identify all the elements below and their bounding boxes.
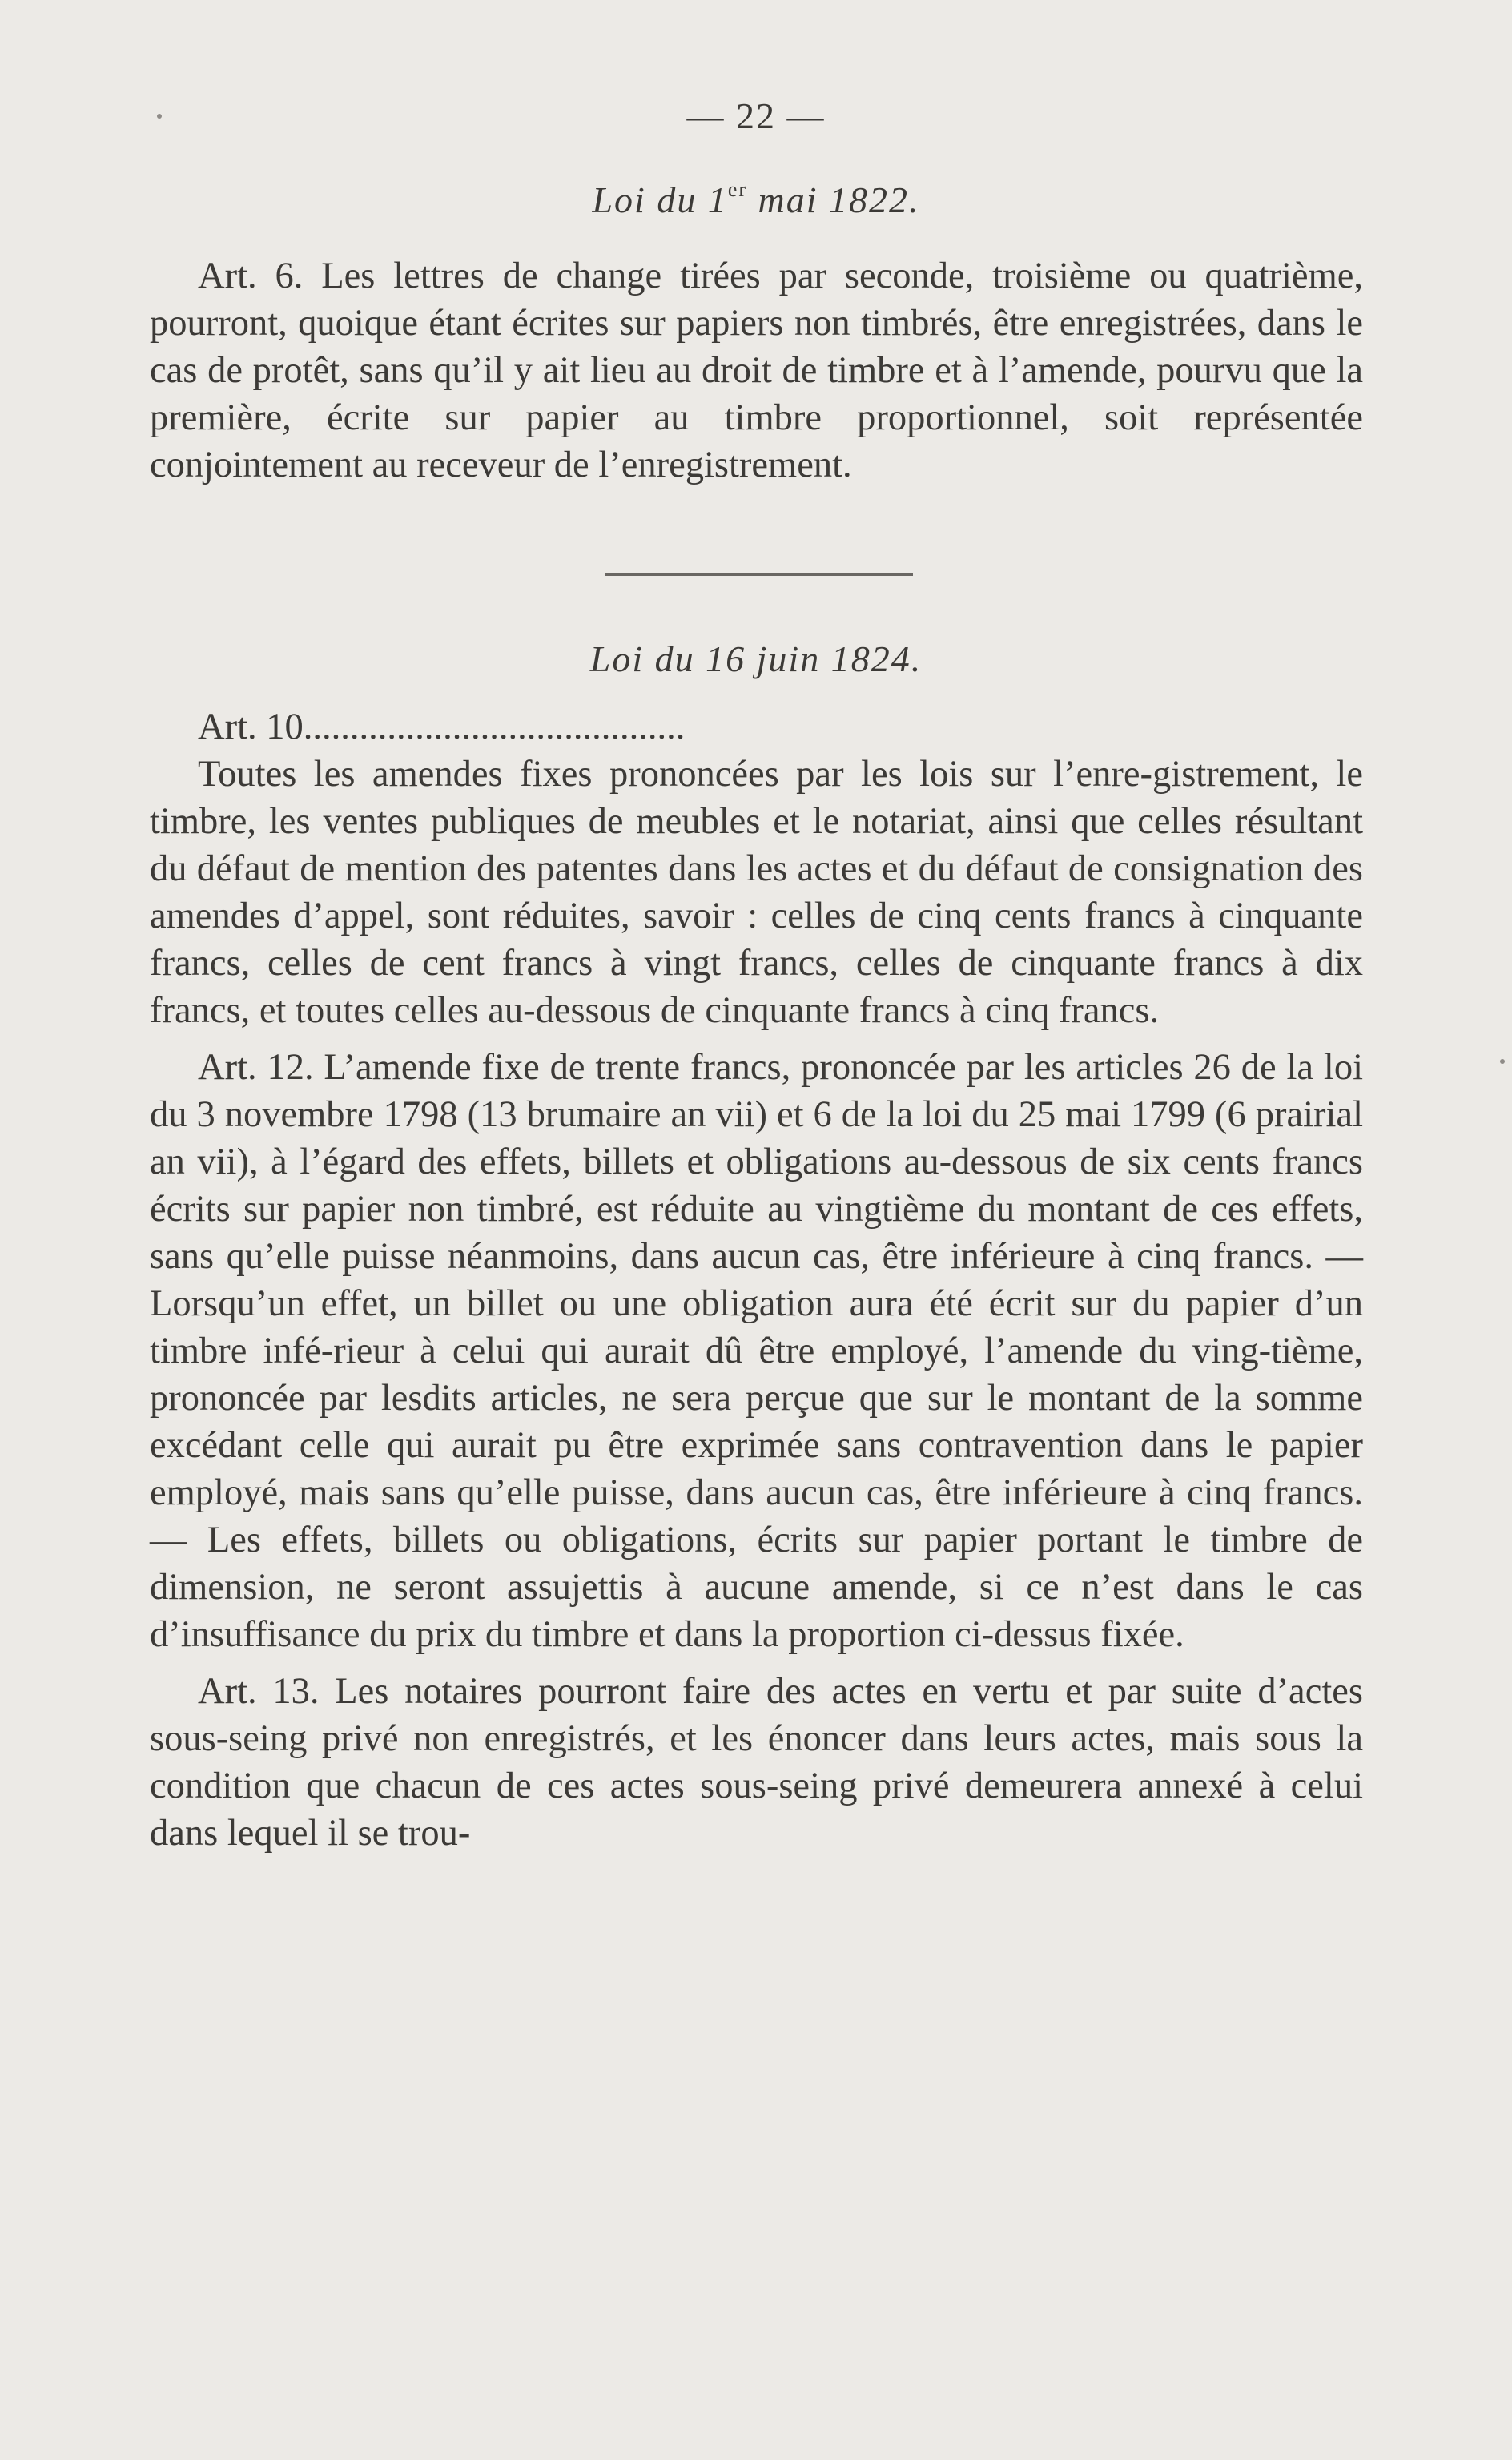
section-1824 — [150, 703, 1363, 1857]
article-12: Art. 12. L’amende fixe de trente francs, prononcée par les articles 26 de la loi du 3 novembre 1798 (13 brumaire an vii) et 6 de la loi du 25 mai 1799 (6 prairial an vii), à l’égard des effets, billets et obligations au-dessous de six cents francs écrits sur papier non timbré, est réduite au vingtième du montant de ces effets, sans qu’elle puisse néanmoins, dans aucun cas, être inférieure à cinq francs. — Lorsqu’un effet, un billet ou une obligation aura été écrit sur du papier d’un timbre infé-rieur à celui qui aurait dû être employé, l’amende du ving-tième, prononcée par lesdits articles, ne sera perçue que sur le montant de la somme excédant celle qui aurait pu être exprimée sans contravention dans le papier employé, mais sans qu’elle puisse, dans aucun cas, être inférieure à cinq francs. — Les effets, billets ou obligations, écrits sur papier portant le timbre de dimension, ne seront assujettis à aucune amende, si ce n’est dans le cas d’insuffisance du prix du timbre et dans la proportion ci-dessus fixée. — [150, 1047, 1363, 1655]
law-title-tail: mai 1822. — [747, 179, 920, 220]
law-title-1824: Loi du 16 juin 1824. — [589, 638, 923, 679]
paper-speck — [1500, 1059, 1505, 1064]
law-title-1822 — [0, 178, 1512, 221]
article-10-body: Toutes les amendes fixes prononcées par les lois sur l’enre-gistrement, le timbre, les ventes publiques de meubles et le notariat, ainsi que celles résultant du défaut de mention des patentes dans les actes et du défaut de consignation des amendes d’appel, sont réduites, savoir : celles de cinq cents francs à cinquante francs, celles de cent francs à vingt francs, celles de cinquante francs à dix francs, et toutes celles au-dessous de cinquante francs à cinq francs. — [150, 754, 1363, 1031]
article-10-heading: Art. 10......................................... — [198, 707, 686, 747]
article-6: Art. 6. Les lettres de change tirées par seconde, troisième ou quatrième, pourront, quoique étant écrites sur papiers non timbrés, être enregistrées, dans le cas de protêt, sans qu’il y ait lieu au droit de timbre et à l’amende, pourvu que la première, écrite sur papier au timbre proportionnel, soit représentée conjointement au receveur de l’enregistrement. — [150, 256, 1363, 485]
law-title-superscript: er — [727, 178, 748, 201]
section-divider — [605, 573, 913, 576]
page-number: — 22 — — [686, 95, 826, 136]
section-1822 — [150, 252, 1363, 489]
paper-speck — [157, 114, 162, 119]
law-title-lead: Loi du 1 — [592, 179, 728, 220]
article-13: Art. 13. Les notaires pourront faire des actes en vertu et par suite d’actes sous-seing privé non enregistrés, et les énoncer dans leurs actes, mais sous la condition que chacun de ces actes sous-seing privé demeurera annexé à celui dans lequel il se trou- — [150, 1671, 1363, 1854]
